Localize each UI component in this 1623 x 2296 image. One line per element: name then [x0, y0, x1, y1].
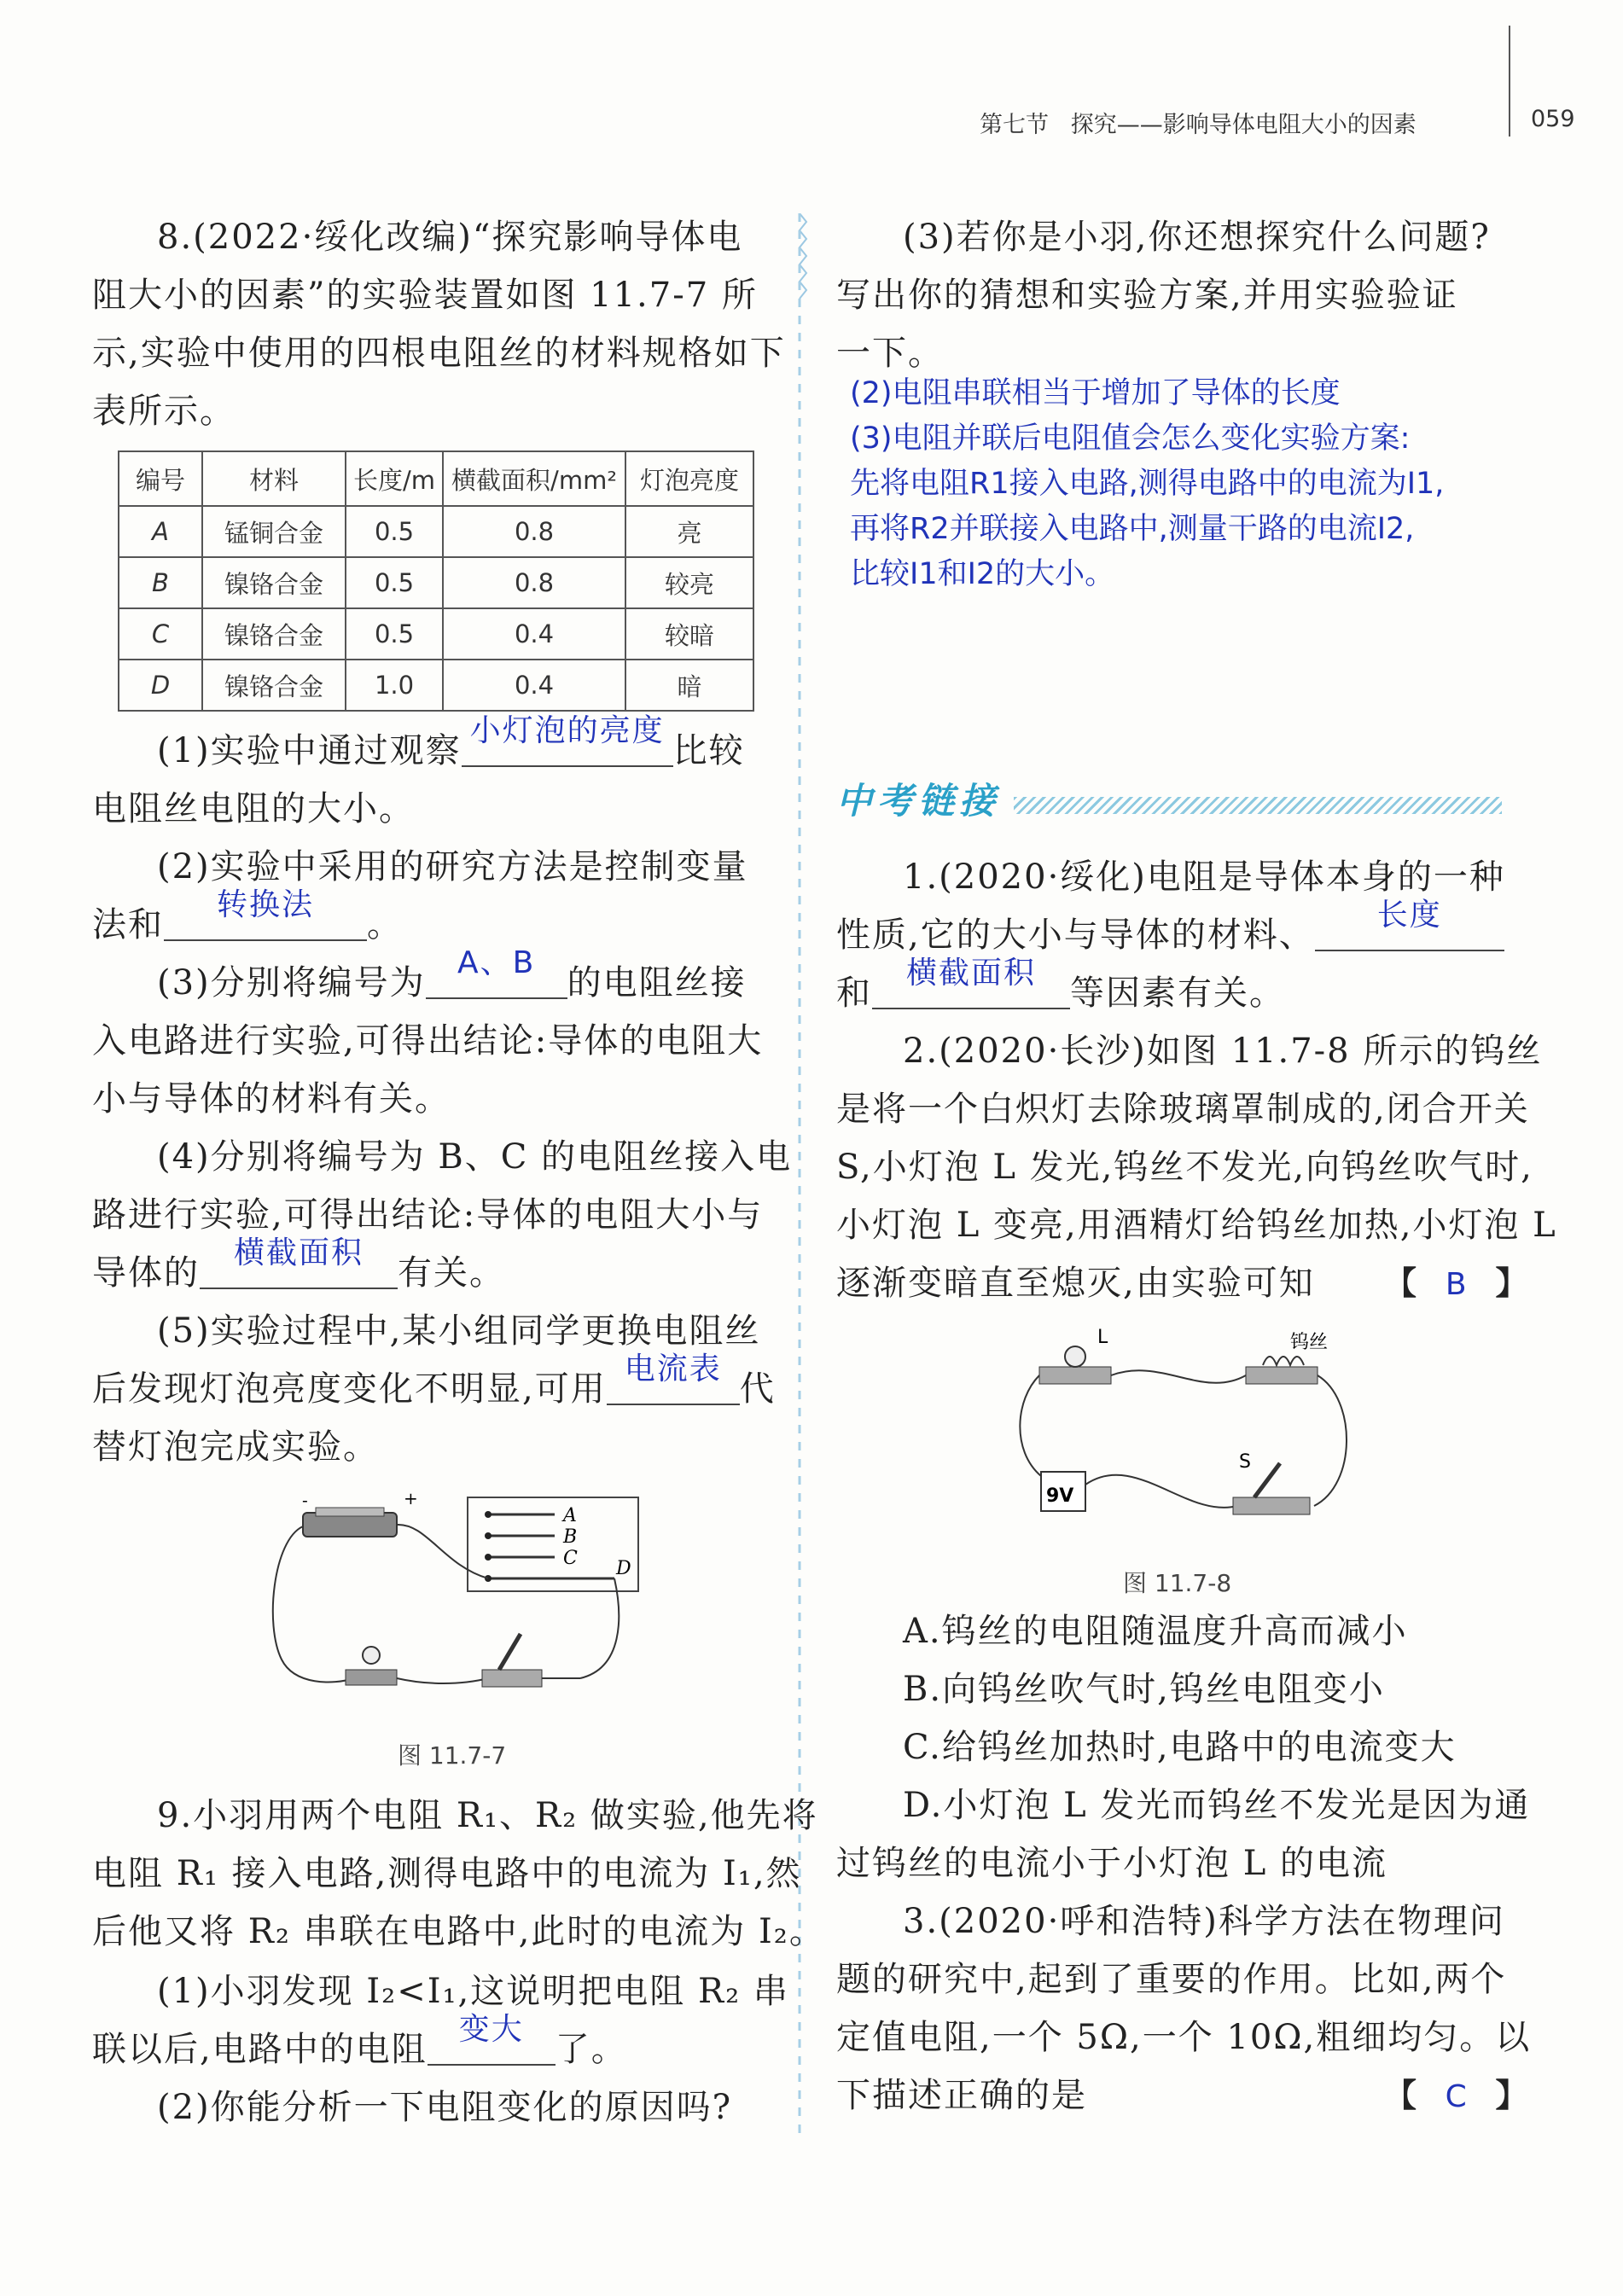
- wire-label: A: [563, 1505, 577, 1526]
- zk-q2-line-2: 是将一个白炽灯去除玻璃罩制成的,闭合开关: [836, 1090, 1530, 1129]
- bulb-base-icon: [346, 1670, 397, 1685]
- table-cell: 较亮: [625, 557, 753, 608]
- switch-S-icon: [1233, 1497, 1310, 1514]
- table-cell: 镍铬合金: [202, 557, 346, 608]
- handwritten-answer: 横截面积: [905, 956, 1036, 991]
- table-cell: 0.5: [346, 608, 443, 660]
- q9-s3-line-3: 一下。: [836, 334, 944, 373]
- table-header-cell: 横截面积/mm²: [443, 451, 625, 506]
- bulb-holder-icon: [1039, 1367, 1111, 1384]
- answer-bracket[interactable]: 【 B 】: [1384, 1254, 1529, 1314]
- wire-label: C: [563, 1548, 578, 1569]
- zk-q2-option-d: D.小灯泡 L 发光而钨丝不发光是因为通: [903, 1786, 1531, 1825]
- q9-line-1: [157, 1787, 818, 1845]
- zk-q2-line-3: S,小灯泡 L 发光,钨丝不发光,向钨丝吹气时,: [836, 1148, 1533, 1187]
- table-cell: C: [119, 608, 202, 660]
- answer-bracket[interactable]: 【 C 】: [1384, 2066, 1529, 2126]
- table-cell: 0.8: [443, 506, 625, 557]
- q9-line-2: 电阻 R₁ 接入电路,测得电路中的电流为 I₁,然: [92, 1854, 802, 1893]
- q8-s1-line: [157, 713, 745, 780]
- zk-q2-last-text: 逐渐变暗直至熄灭,由实验可知: [836, 1264, 1315, 1303]
- section-number: 第七节: [980, 112, 1049, 138]
- table-row: [119, 557, 753, 608]
- zhongkao-heading-text: 中考链接: [836, 780, 1001, 822]
- table-cell: 锰铜合金: [202, 506, 346, 557]
- handwritten-answer: 小灯泡的亮度: [469, 713, 665, 748]
- table-header-cell: 灯泡亮度: [625, 451, 753, 506]
- q8-s5-line-1: (5)实验过程中,某小组同学更换电阻丝: [157, 1311, 761, 1351]
- q8-s3-prefix: (3)分别将编号为: [157, 963, 426, 1003]
- table-cell: 亮: [625, 506, 753, 557]
- zk-q2-option-b: B.向钨丝吹气时,钨丝电阻变小: [903, 1670, 1385, 1709]
- answer-blank[interactable]: [462, 713, 673, 767]
- q8-s4-prefix: 导体的: [92, 1253, 200, 1293]
- table-header-cell: 材料: [202, 451, 346, 506]
- zk-q3-line-4: [836, 2066, 1530, 2125]
- table-header-cell: 编号: [119, 451, 202, 506]
- q9-s2-line: (2)你能分析一下电阻变化的原因吗?: [157, 2088, 733, 2127]
- zk-q1-line-3: [836, 956, 1285, 1022]
- table-cell: 较暗: [625, 608, 753, 660]
- zk-q1-prefix-2: 和: [836, 974, 872, 1013]
- zk-q2-option-a: A.钨丝的电阻随温度升高而减小: [903, 1612, 1408, 1651]
- q9-s1-prefix: 联以后,电路中的电阻: [92, 2030, 428, 2069]
- answer-blank[interactable]: [426, 945, 567, 999]
- tungsten-holder-icon: [1246, 1367, 1318, 1384]
- circuit-figure-11-7-7: [265, 1489, 657, 1711]
- q9-s1-suffix: 了。: [555, 2030, 627, 2069]
- q8-s3-line-2: 入电路进行实验,可得出结论:导体的电阻大: [92, 1021, 764, 1061]
- battery-label: 9V: [1046, 1485, 1074, 1507]
- answer-blank[interactable]: [428, 2012, 556, 2066]
- q8-s2-line-2: [92, 887, 403, 954]
- bulb-label: L: [1097, 1327, 1108, 1348]
- answer-blank[interactable]: [200, 1235, 398, 1289]
- table-cell: 0.4: [443, 660, 625, 711]
- switch-label: S: [1239, 1451, 1251, 1473]
- header-rule: [1509, 26, 1510, 137]
- table-cell: 暗: [625, 660, 753, 711]
- zk-q3-line-2: 题的研究中,起到了重要的作用。比如,两个: [836, 1960, 1507, 1999]
- wire-label: B: [563, 1526, 578, 1548]
- zk-q2-option-c: C.给钨丝加热时,电路中的电流变大: [903, 1728, 1457, 1767]
- handwritten-answer: B: [1445, 1267, 1469, 1302]
- battery-plus-sign: +: [404, 1489, 418, 1508]
- handwritten-answer: 变大: [458, 2012, 524, 2047]
- q8-s1-line-2: 电阻丝电阻的大小。: [92, 789, 415, 828]
- figure-caption: 图 11.7-8: [1123, 1569, 1232, 1597]
- wire-label: D: [616, 1558, 631, 1579]
- q8-s4-suffix: 有关。: [398, 1253, 505, 1293]
- q8-s4-line-2: 路进行实验,可得出结论:导体的电阻大小与: [92, 1195, 764, 1235]
- section-title: 探究——影响导体电阻大小的因素: [1070, 112, 1416, 138]
- tungsten-wire-icon: [1263, 1357, 1304, 1365]
- heading-hatch-bar: [1014, 797, 1502, 814]
- zk-q3-line-3: 定值电阻,一个 5Ω,一个 10Ω,粗细均匀。以: [836, 2018, 1532, 2057]
- q9-s3-line-1: (3)若你是小羽,你还想探究什么问题?: [903, 218, 1491, 257]
- page-number: 059: [1531, 106, 1575, 132]
- chapter-header: [980, 106, 1416, 139]
- table-cell: 0.5: [346, 506, 443, 557]
- small-bulb-L-icon: [1065, 1346, 1085, 1367]
- q8-s5-suffix: 代: [739, 1369, 776, 1409]
- zk-q1-suffix: 等因素有关。: [1070, 974, 1285, 1013]
- q8-s3-line-3: 小与导体的材料有关。: [92, 1079, 451, 1119]
- q8-s1-suffix: 比较: [672, 731, 745, 770]
- q8-s3-suffix: 的电阻丝接: [567, 963, 747, 1003]
- zk-q2-line-4: 小灯泡 L 变亮,用酒精灯给钨丝加热,小灯泡 L: [836, 1206, 1557, 1245]
- table-header-cell: 长度/m: [346, 451, 443, 506]
- q8-s5-prefix: 后发现灯泡亮度变化不明显,可用: [92, 1369, 607, 1409]
- table-cell: 镍铬合金: [202, 608, 346, 660]
- q8-s2-suffix: 。: [367, 905, 403, 945]
- switch-base-icon: [482, 1670, 542, 1687]
- resistance-wire-table: [118, 450, 754, 712]
- zk-q2-option-d-cont: 过钨丝的电流小于小灯泡 L 的电流: [836, 1844, 1387, 1883]
- table-header-row: [119, 451, 753, 506]
- q8-s2-prefix: 法和: [92, 905, 164, 945]
- q8-s2-line-1: (2)实验中采用的研究方法是控制变量: [157, 847, 748, 886]
- figure-caption: 图 11.7-7: [398, 1741, 507, 1770]
- circuit-figure-11-7-8: [1015, 1322, 1357, 1527]
- table-cell: D: [119, 660, 202, 711]
- handwritten-answer: A、B: [457, 945, 536, 980]
- q8-line-4: 表所示。: [92, 392, 236, 431]
- zk-q1-prefix: 性质,它的大小与导体的材料、: [836, 915, 1315, 955]
- q9-s1-line-1: (1)小羽发现 I₂<I₁,这说明把电阻 R₂ 串: [157, 1972, 789, 2011]
- table-cell: 镍铬合金: [202, 660, 346, 711]
- zk-q1-line-1: 1.(2020·绥化)电阻是导体本身的一种: [903, 857, 1505, 897]
- table-cell: B: [119, 557, 202, 608]
- table-cell: 0.5: [346, 557, 443, 608]
- table-row: [119, 506, 753, 557]
- table-cell: 0.8: [443, 557, 625, 608]
- handwritten-note-line: 先将电阻R1接入电路,测得电路中的电流为I1,: [850, 467, 1445, 501]
- table-cell: 0.4: [443, 608, 625, 660]
- table-row: [119, 608, 753, 660]
- zk-q2-line-5: [836, 1254, 1530, 1312]
- tungsten-label: 钨丝: [1290, 1332, 1329, 1353]
- table-cell: A: [119, 506, 202, 557]
- handwritten-note-line: (2)电阻串联相当于增加了导体的长度: [850, 376, 1341, 410]
- zk-q2-line-1: 2.(2020·长沙)如图 11.7-8 所示的钨丝: [903, 1032, 1543, 1071]
- battery-minus-sign: -: [302, 1490, 308, 1510]
- answer-blank[interactable]: [164, 887, 367, 941]
- handwritten-note-line: 比较I1和I2的大小。: [850, 557, 1115, 591]
- zk-q3-last-text: 下描述正确的是: [836, 2076, 1087, 2115]
- q8-s1-prefix: (1)实验中通过观察: [157, 731, 462, 770]
- q8-line-1: 8.(2022·绥化改编)“探究影响导体电: [157, 218, 743, 257]
- q8-s4-line-1: (4)分别将编号为 B、C 的电阻丝接入电: [157, 1137, 793, 1177]
- bulb-icon: [363, 1647, 380, 1664]
- handwritten-answer: 电流表: [624, 1351, 722, 1386]
- q9-line-3: 后他又将 R₂ 串联在电路中,此时的电流为 I₂。: [92, 1912, 825, 1951]
- answer-blank[interactable]: [607, 1351, 740, 1405]
- q8-line-2: 阻大小的因素”的实验装置如图 11.7-7 所: [92, 276, 758, 315]
- q8-s4-line-3: [92, 1235, 505, 1302]
- answer-blank[interactable]: [872, 956, 1070, 1009]
- handwritten-answer: C: [1445, 2079, 1469, 2114]
- handwritten-note-line: (3)电阻并联后电阻值会怎么变化实验方案:: [850, 421, 1411, 456]
- q9-s1-line-2: [92, 2012, 627, 2078]
- q9-text-1: 9.小羽用两个电阻 R₁、R₂ 做实验,他先将: [157, 1796, 818, 1835]
- handwritten-note-line: 再将R2并联接入电路中,测量干路的电流I2,: [850, 512, 1415, 546]
- zk-q3-line-1: 3.(2020·呼和浩特)科学方法在物理问: [903, 1902, 1505, 1941]
- switch-lever-icon: [499, 1634, 521, 1670]
- handwritten-answer: 转换法: [216, 887, 314, 922]
- handwritten-answer: 长度: [1376, 898, 1442, 933]
- handwritten-answer: 横截面积: [233, 1235, 364, 1270]
- table-cell: 1.0: [346, 660, 443, 711]
- answer-blank[interactable]: [1315, 898, 1504, 951]
- q8-s3-line-1: [157, 945, 747, 1012]
- q8-s5-line-2: [92, 1351, 776, 1418]
- zhongkao-heading: [836, 773, 1502, 821]
- q8-line-3: 示,实验中使用的四根电阻丝的材料规格如下: [92, 334, 786, 373]
- q8-s5-line-3: 替灯泡完成实验。: [92, 1427, 379, 1467]
- q9-s3-line-2: 写出你的猜想和实验方案,并用实验验证: [836, 276, 1458, 315]
